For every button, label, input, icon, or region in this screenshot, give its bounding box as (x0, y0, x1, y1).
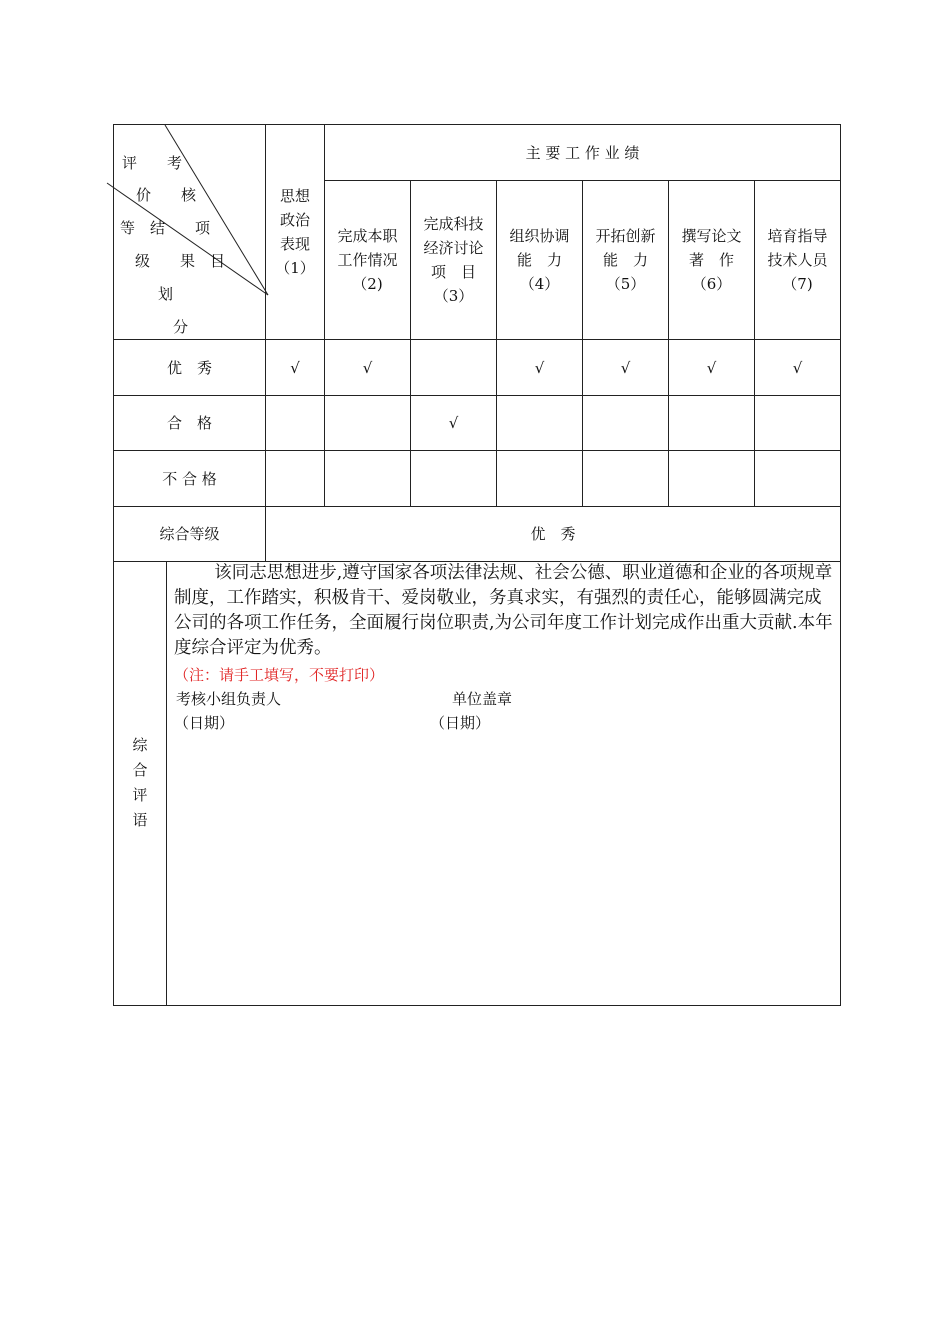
comments-label-char: 语 (132, 811, 148, 829)
mark-cell (266, 396, 324, 450)
column-header-4 (497, 181, 582, 339)
mark-cell (583, 340, 668, 395)
header-line: （5） (605, 275, 646, 293)
mark-cell (497, 396, 582, 450)
header-line: 撰写论文 (681, 227, 742, 245)
mark-cell (755, 451, 840, 506)
header-line: 经济讨论 (423, 239, 484, 257)
comments-label (114, 561, 166, 1005)
mark-cell (669, 451, 754, 506)
column-header-7 (755, 181, 840, 339)
mark-cell (669, 340, 754, 395)
mark-cell (325, 451, 410, 506)
header-line: 能 力 (602, 251, 648, 269)
header-line: （2) (352, 275, 383, 293)
mark-cell (497, 451, 582, 506)
header-line: 政治 (279, 211, 310, 229)
political-header (266, 125, 324, 339)
header-line: 培育指导 (767, 227, 828, 245)
date-right: （日期） (430, 714, 491, 732)
comments-label-char: 合 (132, 761, 148, 779)
header-line: 组织协调 (509, 227, 570, 245)
check-mark: √ (362, 358, 373, 377)
row-label-text: 合 格 (166, 414, 212, 432)
mark-cell (411, 396, 496, 450)
comments-content (174, 561, 838, 735)
signature-row (174, 687, 838, 711)
column-header-5 (583, 181, 668, 339)
header-text-line: 等 结 项 (120, 219, 211, 237)
row-label-text: 优 秀 (166, 358, 212, 377)
overall-grade-value (266, 507, 840, 561)
header-line: （1） (275, 259, 315, 277)
header-text-line: 价 核 (136, 186, 197, 204)
mark-cell (266, 340, 324, 395)
leader-label: 考核小组负责人 (176, 690, 282, 708)
seal-label: 单位盖章 (452, 690, 513, 708)
overall-grade-label (114, 507, 265, 561)
row-label-fail (114, 451, 265, 506)
header-line: 完成科技 (423, 215, 484, 233)
mark-cell (583, 396, 668, 450)
mark-cell (325, 396, 410, 450)
mark-cell (325, 340, 410, 395)
comments-label-char: 综 (132, 736, 148, 754)
mark-cell (669, 396, 754, 450)
header-line: （6） (691, 275, 732, 293)
mark-cell (266, 451, 324, 506)
header-text-line: 评 考 (122, 154, 183, 172)
grid-line (113, 1005, 841, 1006)
header-line: （4） (519, 275, 560, 293)
check-mark: √ (290, 358, 300, 377)
header-line: 完成本职 (337, 227, 398, 245)
mark-cell (755, 396, 840, 450)
row-label-pass (114, 396, 265, 450)
overall-label-text: 综合等级 (159, 525, 220, 543)
header-text-line: 划 (158, 285, 174, 303)
check-mark: √ (448, 414, 459, 432)
header-text-line: 分 (173, 318, 189, 336)
overall-value-text: 优 秀 (530, 525, 576, 543)
mark-cell (755, 340, 840, 395)
mark-cell (497, 340, 582, 395)
mark-cell (411, 340, 496, 395)
header-line: 技术人员 (767, 251, 828, 269)
header-line: 项 目 (430, 263, 476, 281)
check-mark: √ (792, 358, 803, 377)
column-header-2 (325, 181, 410, 339)
group-title-text: 主 要 工 作 业 绩 (525, 143, 640, 162)
check-mark: √ (620, 358, 631, 377)
date-row (174, 711, 838, 735)
header-line: 思想 (279, 187, 310, 205)
header-line: 开拓创新 (595, 227, 656, 245)
column-header-6 (669, 181, 754, 339)
header-line: （7) (782, 275, 813, 293)
handwrite-note: （注：请手工填写，不要打印） (174, 666, 385, 684)
comments-paragraph: 该同志思想进步,遵守国家各项法律法规、社会公德、职业道德和企业的各项规章制度，工作踏实，积极肯干、爱岗敬业，务真求实，有强烈的责任心，能够圆满完成公司的各项工作任务，全面履行岗位职责,为公司年度工作计划完成作出重大贡献.本年度综合评定为优秀。 (174, 563, 833, 658)
main-achievements-title (325, 125, 840, 180)
header-text-line: 级 果 目 (135, 252, 226, 270)
header-line: 能 力 (516, 251, 562, 269)
check-mark: √ (534, 358, 545, 377)
grid-line (840, 124, 841, 1006)
check-mark: √ (706, 358, 717, 377)
header-line: 工作情况 (337, 251, 398, 269)
mark-cell (411, 451, 496, 506)
header-line: 著 作 (688, 251, 734, 269)
row-label-excellent (114, 340, 265, 395)
mark-cell (583, 451, 668, 506)
row-label-text: 不 合 格 (162, 469, 217, 488)
comments-label-char: 评 (132, 786, 148, 804)
header-line: 表现 (279, 235, 310, 253)
date-left: （日期） (174, 714, 235, 732)
header-line: （3） (433, 287, 474, 305)
grid-line (166, 561, 167, 1005)
column-header-3 (411, 181, 496, 339)
